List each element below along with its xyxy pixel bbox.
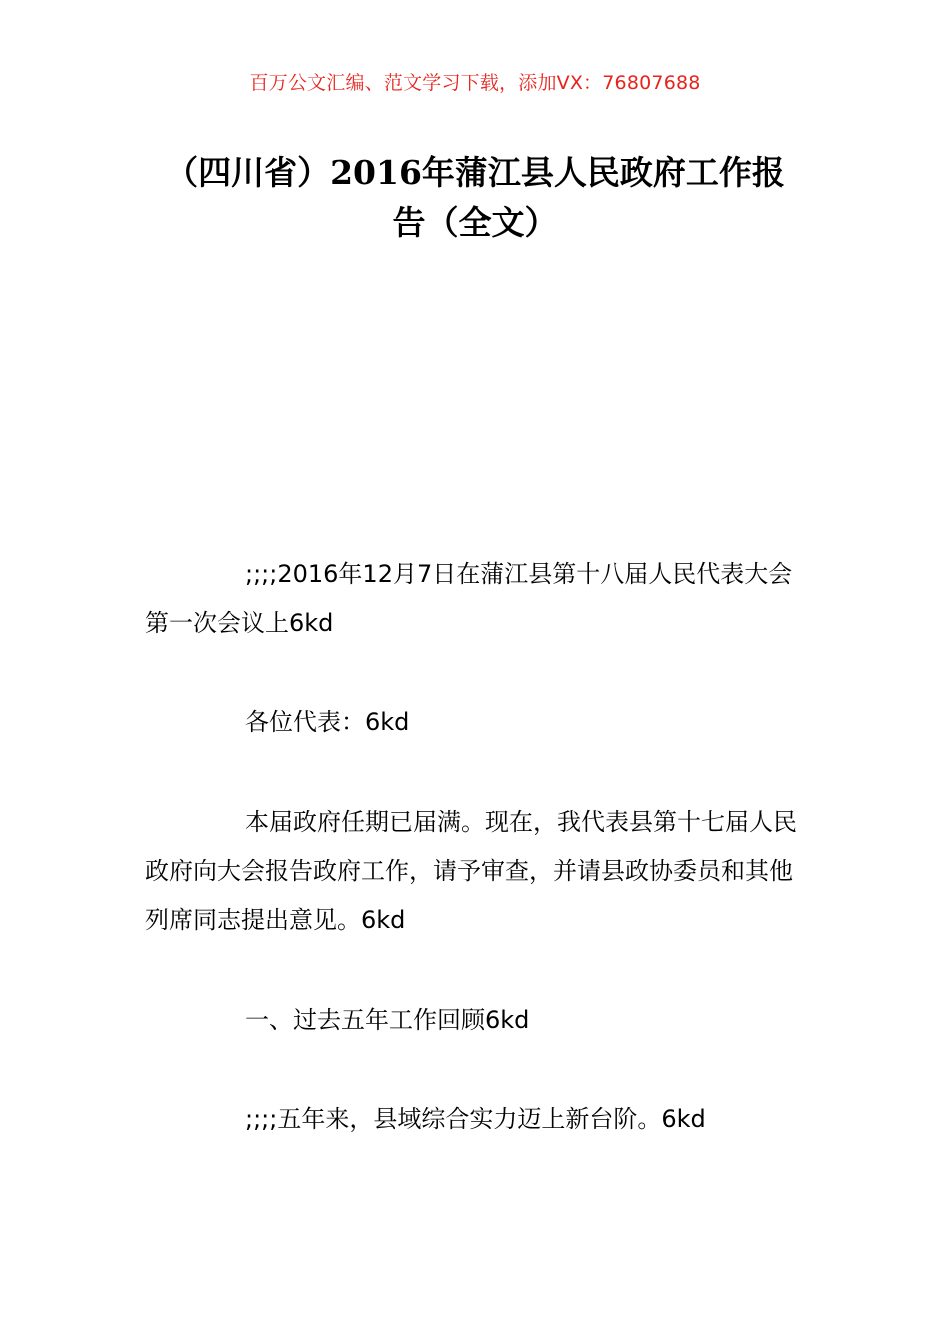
- header-note: 百万公文汇编、范文学习下载，添加VX：76807688: [249, 72, 701, 94]
- document-title: [130, 148, 820, 248]
- title-line-1: （四川省）2016年蒲江县人民政府工作报: [165, 153, 785, 192]
- section-heading-review: 一、过去五年工作回顾6kd: [245, 1006, 530, 1034]
- title-line-2: 告（全文）: [392, 203, 558, 242]
- paragraph-salutation: 各位代表：6kd: [245, 708, 410, 736]
- paragraph-meeting-info: ;;;;2016年12月7日在蒲江县第十八届人民代表大会第一次会议上6kd: [145, 560, 793, 637]
- paragraph-intro: 本届政府任期已届满。现在，我代表县第十七届人民政府向大会报告政府工作，请予审查，并请县政协委员和其他列席同志提出意见。6kd: [145, 808, 797, 934]
- paragraph-summary: ;;;;五年来，县域综合实力迈上新台阶。6kd: [245, 1105, 706, 1133]
